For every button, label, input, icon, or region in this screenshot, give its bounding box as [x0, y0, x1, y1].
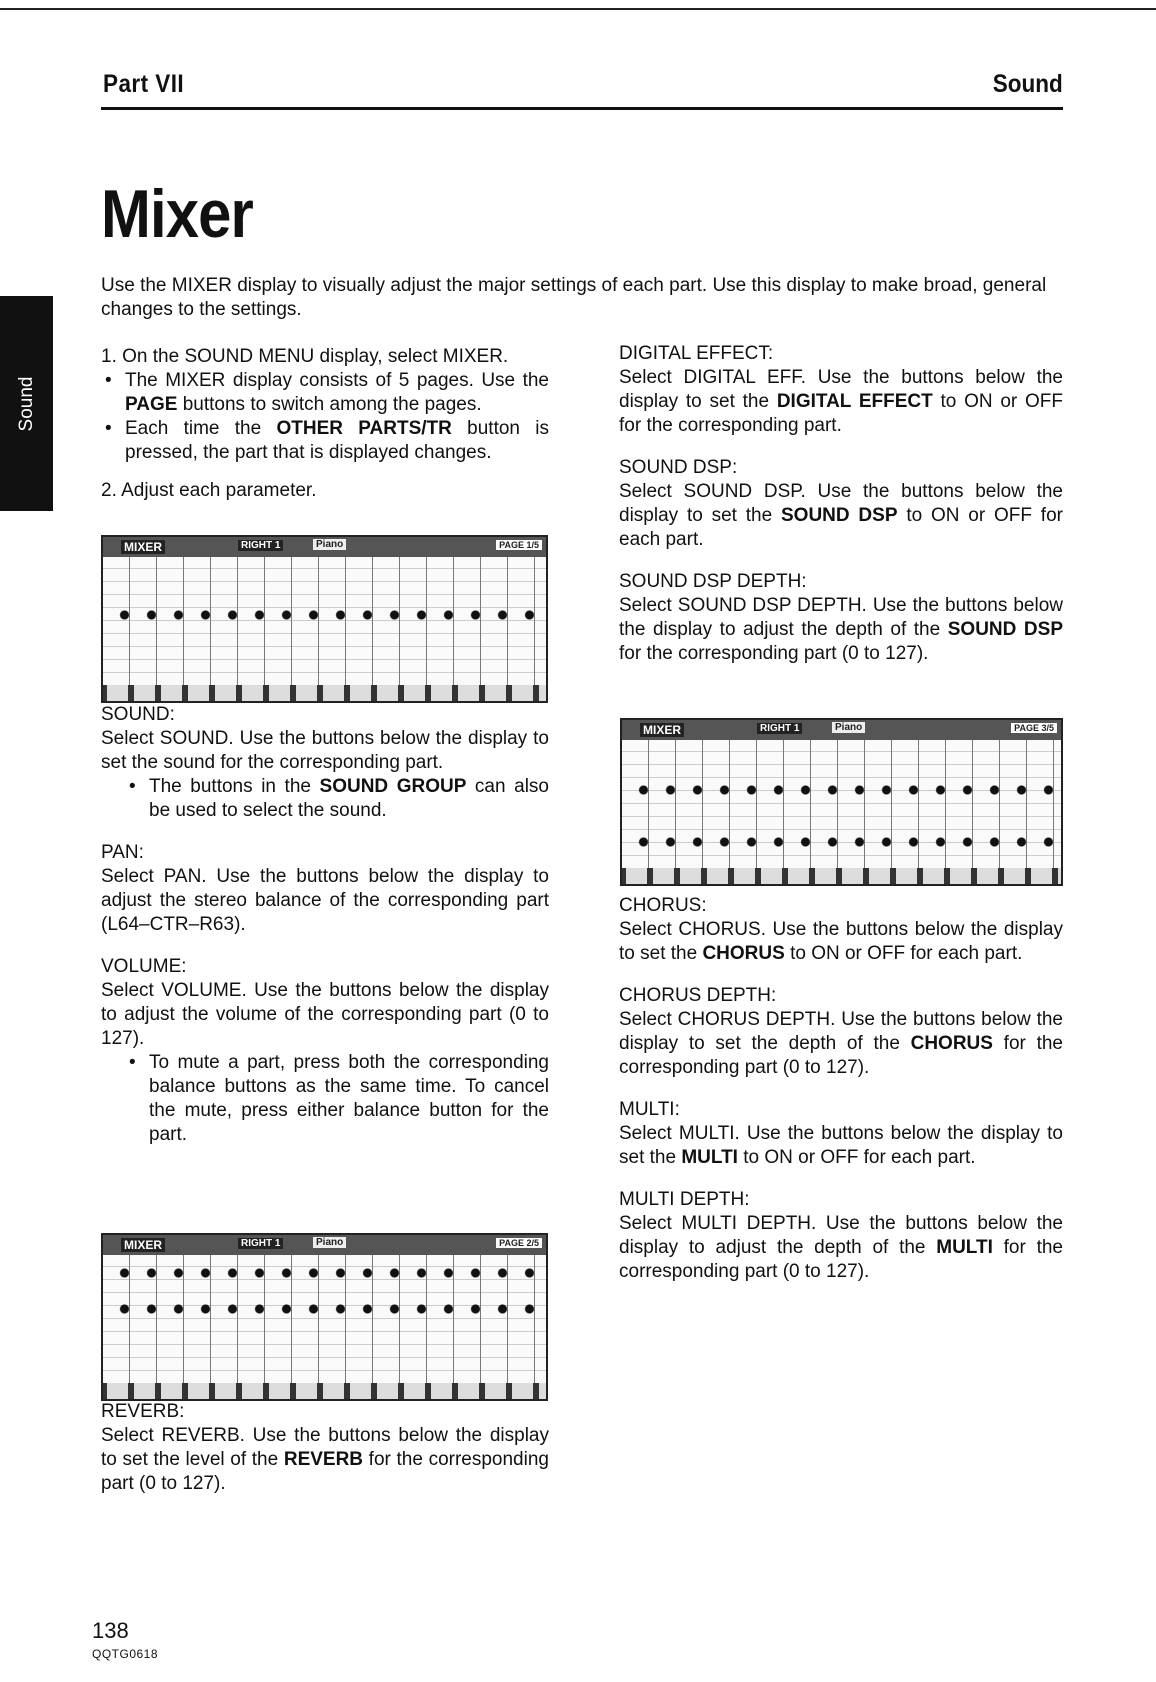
screen-title: MIXER: [121, 540, 165, 554]
screen-sound: Piano: [832, 722, 865, 733]
screen-part-buttons: [103, 1383, 546, 1399]
sound-body: Select SOUND. Use the buttons below the display to set the sound for the corresponding part.: [101, 728, 549, 773]
screen-page: PAGE 3/5: [1011, 723, 1057, 733]
section-chorus-depth: [619, 984, 1063, 1080]
section-reverb: [101, 1400, 549, 1496]
page-number: 138: [92, 1618, 129, 1643]
pan-body: Select PAN. Use the buttons below the display to adjust the stereo balance of the corresponding part (L64–CTR–R63).: [101, 866, 549, 935]
bullet-other-parts: • Each time the OTHER PARTS/TR button is pressed, the part that is displayed changes.: [101, 417, 549, 465]
screen-part: RIGHT 1: [757, 723, 802, 734]
screen-grid: [103, 1255, 546, 1383]
pan-heading: PAN:: [101, 842, 144, 863]
intro-paragraph: Use the MIXER display to visually adjust the major settings of each part. Use this display to make broad, general changes to the settings.: [101, 275, 1047, 320]
section-digital-effect: [619, 342, 1063, 438]
step-1-bullets: [101, 369, 549, 465]
sound-dsp-heading: SOUND DSP:: [619, 457, 738, 478]
step-1: 1. On the SOUND MENU display, select MIXER.: [101, 346, 509, 367]
section-multi: [619, 1098, 1063, 1170]
screen-grid: [103, 557, 546, 685]
section-sound-dsp: [619, 456, 1063, 552]
effect-knobs-row-2: [630, 836, 1053, 848]
multi-heading: MULTI:: [619, 1099, 680, 1120]
screen-page: PAGE 1/5: [496, 540, 542, 550]
reverb-heading: REVERB:: [101, 1401, 185, 1422]
knobs-row-2: [111, 1303, 538, 1315]
chorus-depth-heading: CHORUS DEPTH:: [619, 985, 777, 1006]
screen-title: MIXER: [640, 723, 684, 737]
sound-dsp-body: Select SOUND DSP. Use the buttons below the display to set the SOUND DSP to ON or OFF for each part.: [619, 481, 1063, 550]
chorus-depth-body: Select CHORUS DEPTH. Use the buttons below the display to set the depth of the CHORUS for the corresponding part (0 to 127).: [619, 1009, 1063, 1078]
sound-dsp-depth-heading: SOUND DSP DEPTH:: [619, 571, 807, 592]
step-2: 2. Adjust each parameter.: [101, 480, 317, 501]
right-column-lower: [619, 894, 1063, 1284]
section-pan: [101, 841, 549, 937]
left-column: [101, 345, 549, 1147]
screen-sound: Piano: [313, 1237, 346, 1248]
sound-heading: SOUND:: [101, 704, 175, 725]
screen-title: MIXER: [121, 1238, 165, 1252]
document-code: QQTG0618: [92, 1647, 159, 1661]
right-column: [619, 342, 1063, 666]
effect-knobs-row-1: [630, 784, 1053, 796]
sound-dsp-depth-body: Select SOUND DSP DEPTH. Use the buttons below the display to adjust the depth of the SOUND DSP for the corresponding part (0 to 127).: [619, 595, 1063, 664]
screen-part: RIGHT 1: [238, 1238, 283, 1249]
screen-part-buttons: [103, 685, 546, 701]
pan-knobs: [111, 609, 538, 621]
screen-grid: [622, 740, 1061, 868]
screen-page: PAGE 2/5: [496, 1238, 542, 1248]
mixer-screen-page-2: [101, 1233, 548, 1401]
mixer-screen-page-3: [620, 718, 1063, 886]
multi-depth-body: Select MULTI DEPTH. Use the buttons below the display to adjust the depth of the MULTI for the corresponding part (0 to 127).: [619, 1213, 1063, 1282]
volume-heading: VOLUME:: [101, 956, 187, 977]
chorus-heading: CHORUS:: [619, 895, 707, 916]
section-multi-depth: [619, 1188, 1063, 1284]
digital-effect-body: Select DIGITAL EFF. Use the buttons below the display to set the DIGITAL EFFECT to ON or OFF for the corresponding part.: [619, 367, 1063, 436]
page-title: Mixer: [101, 176, 253, 252]
bullet-sound-group: • The buttons in the SOUND GROUP can also be used to select the sound.: [125, 775, 549, 823]
side-tab-label: Sound: [15, 376, 37, 431]
knobs-row-1: [111, 1267, 538, 1279]
section-sound: [101, 703, 549, 823]
chorus-body: Select CHORUS. Use the buttons below the display to set the CHORUS to ON or OFF for each part.: [619, 919, 1063, 964]
screen-part-buttons: [622, 868, 1061, 884]
multi-body: Select MULTI. Use the buttons below the display to set the MULTI to ON or OFF for each part.: [619, 1123, 1063, 1168]
digital-effect-heading: DIGITAL EFFECT:: [619, 343, 774, 364]
header-part: Part VII: [103, 70, 185, 98]
section-chorus: [619, 894, 1063, 966]
bullet-mute: • To mute a part, press both the corresponding balance buttons as the same time. To cancel the mute, press either balance button for the part.: [125, 1051, 549, 1147]
multi-depth-heading: MULTI DEPTH:: [619, 1189, 750, 1210]
side-tab: [0, 296, 53, 511]
top-border-line: [0, 8, 1156, 10]
screen-sound: Piano: [313, 539, 346, 550]
section-sound-dsp-depth: [619, 570, 1063, 666]
header-rule: [101, 107, 1063, 110]
volume-body: Select VOLUME. Use the buttons below the display to adjust the volume of the corresponding part (0 to 127).: [101, 980, 549, 1049]
section-volume: [101, 955, 549, 1147]
bullet-pages: • The MIXER display consists of 5 pages. Use the PAGE buttons to switch among the pages.: [101, 369, 549, 417]
header-section: Sound: [993, 70, 1063, 98]
mixer-screen-page-1: [101, 535, 548, 703]
screen-part: RIGHT 1: [238, 540, 283, 551]
reverb-body: Select REVERB. Use the buttons below the display to set the level of the REVERB for the corresponding part (0 to 127).: [101, 1425, 549, 1494]
